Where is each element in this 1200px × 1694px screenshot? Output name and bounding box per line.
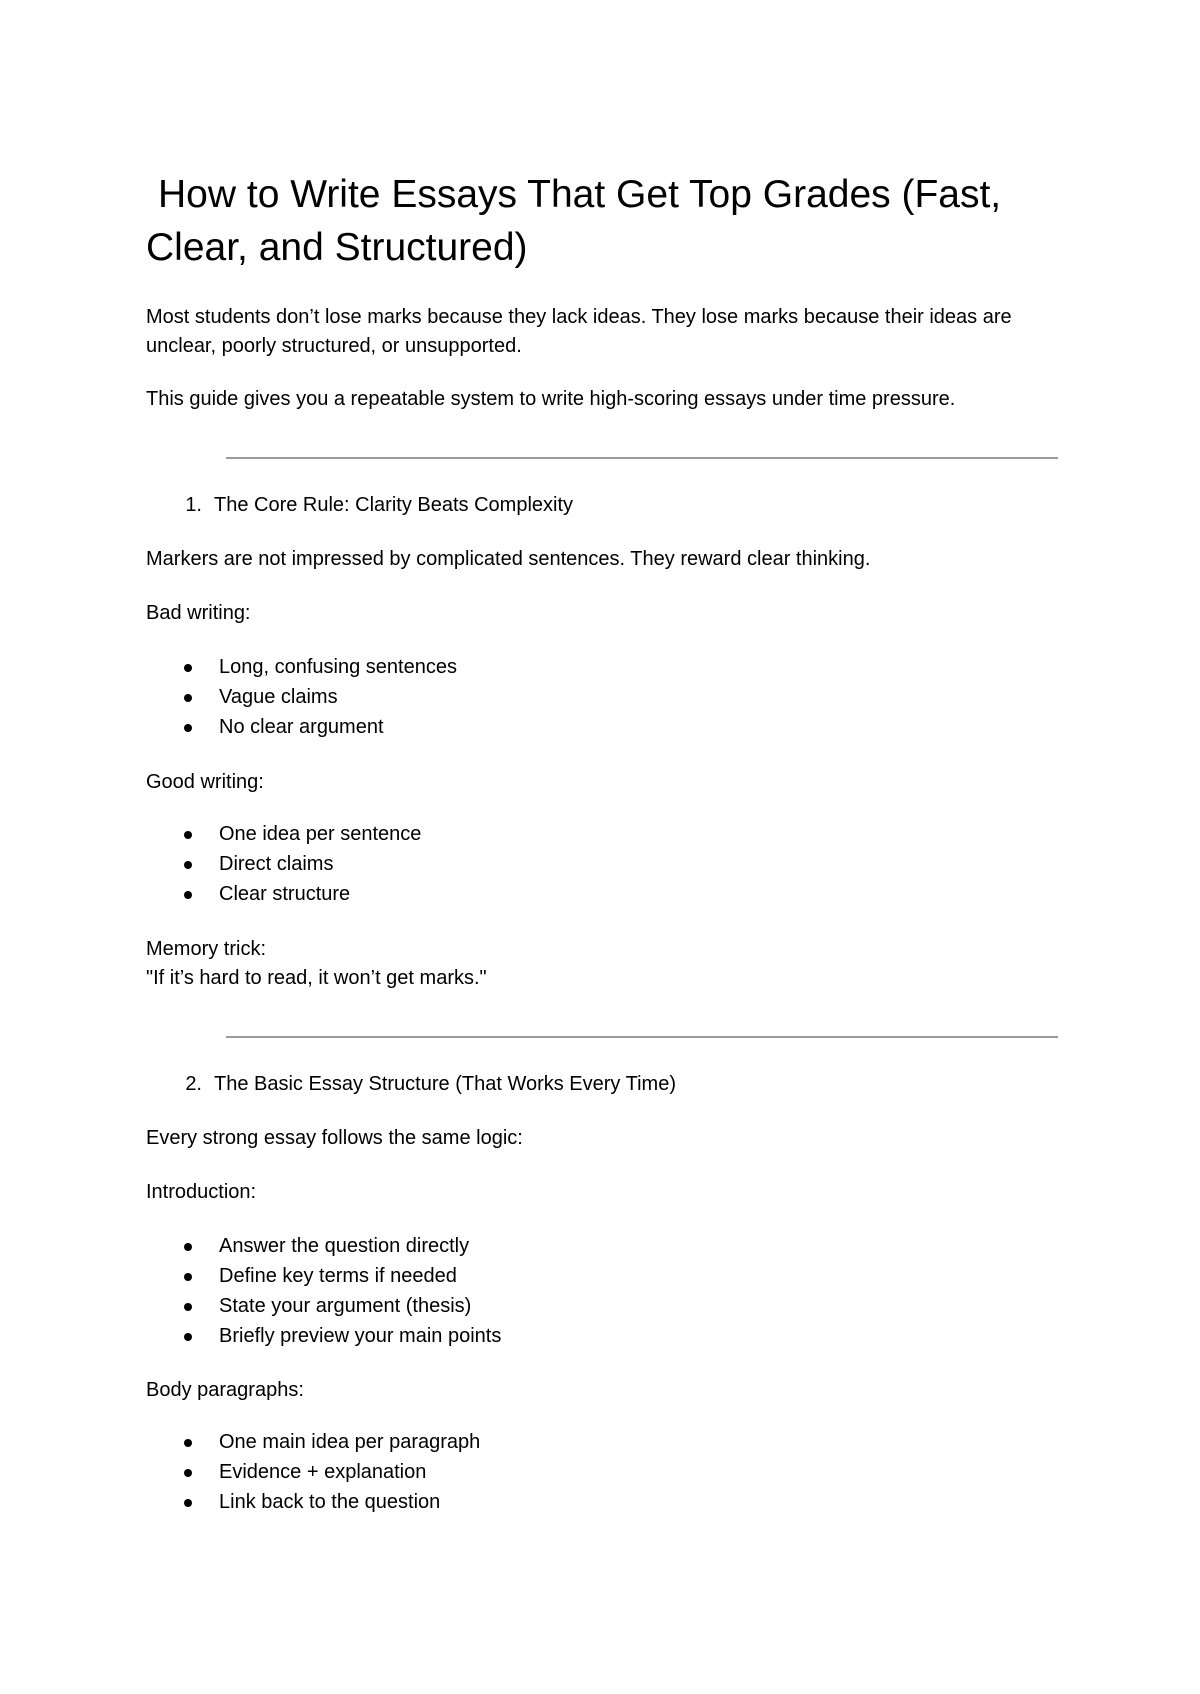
- introduction-list: [146, 1231, 501, 1351]
- list-item-text: Vague claims: [219, 686, 338, 708]
- list-item-text: Direct claims: [219, 853, 334, 875]
- list-item-text: Link back to the question: [219, 1491, 441, 1513]
- list-item-text: Define key terms if needed: [219, 1265, 457, 1287]
- list-item: [146, 1291, 501, 1321]
- good-writing-list: [146, 819, 421, 909]
- list-item: [146, 652, 457, 682]
- list-item: [146, 1231, 501, 1261]
- list-item: [146, 1427, 480, 1457]
- bullet-icon: [184, 1469, 192, 1477]
- bad-writing-list: [146, 652, 457, 742]
- list-item: [146, 1321, 501, 1351]
- bullet-icon: [184, 1499, 192, 1507]
- section-2-number: 2.: [185, 1073, 202, 1095]
- intro-paragraph-1: Most students don’t lose marks because they lack ideas. They lose marks because their ideas are unclear, poorly structured, or unsupported.: [146, 306, 1012, 357]
- list-item-text: One idea per sentence: [219, 823, 422, 845]
- memory-trick-quote: "If it’s hard to read, it won’t get marks.": [146, 967, 487, 989]
- list-item-text: Answer the question directly: [219, 1235, 470, 1257]
- body-paragraphs-list: [146, 1427, 480, 1517]
- bullet-icon: [184, 664, 192, 672]
- bullet-icon: [184, 724, 192, 732]
- section-1-heading: [146, 491, 573, 520]
- document-title: How to Write Essays That Get Top Grades (Fast, Clear, and Structured): [146, 173, 1002, 269]
- body-paragraphs-label: Body paragraphs:: [146, 1379, 304, 1401]
- list-item: [146, 1261, 501, 1291]
- section-2-heading: [146, 1070, 676, 1099]
- section-2-heading-text: The Basic Essay Structure (That Works Every Time): [214, 1073, 676, 1095]
- list-item-text: One main idea per paragraph: [219, 1431, 481, 1453]
- list-item-text: State your argument (thesis): [219, 1295, 472, 1317]
- list-item: [146, 849, 421, 879]
- list-item-text: No clear argument: [219, 716, 384, 738]
- bullet-icon: [184, 1333, 192, 1341]
- bullet-icon: [184, 694, 192, 702]
- section-1-lead: Markers are not impressed by complicated sentences. They reward clear thinking.: [146, 548, 871, 570]
- horizontal-divider: [226, 457, 1058, 459]
- horizontal-divider: [226, 1036, 1058, 1038]
- bullet-icon: [184, 1303, 192, 1311]
- good-writing-label: Good writing:: [146, 771, 264, 793]
- bullet-icon: [184, 891, 192, 899]
- list-item-text: Evidence + explanation: [219, 1461, 427, 1483]
- memory-trick-label: Memory trick:: [146, 938, 266, 960]
- list-item-text: Clear structure: [219, 883, 351, 905]
- list-item-text: Briefly preview your main points: [219, 1325, 502, 1347]
- bad-writing-label: Bad writing:: [146, 602, 251, 624]
- bullet-icon: [184, 831, 192, 839]
- bullet-icon: [184, 861, 192, 869]
- list-item: [146, 879, 421, 909]
- introduction-label: Introduction:: [146, 1181, 257, 1203]
- list-item: [146, 819, 421, 849]
- list-item: [146, 1487, 480, 1517]
- bullet-icon: [184, 1439, 192, 1447]
- section-1-heading-text: The Core Rule: Clarity Beats Complexity: [214, 494, 574, 516]
- bullet-icon: [184, 1243, 192, 1251]
- bullet-icon: [184, 1273, 192, 1281]
- section-1-number: 1.: [185, 494, 202, 516]
- section-2-lead: Every strong essay follows the same logic:: [146, 1127, 523, 1149]
- intro-paragraph-2: This guide gives you a repeatable system to write high-scoring essays under time pressure.: [146, 388, 956, 410]
- list-item-text: Long, confusing sentences: [219, 656, 457, 678]
- list-item: [146, 1457, 480, 1487]
- list-item: [146, 682, 457, 712]
- list-item: [146, 712, 457, 742]
